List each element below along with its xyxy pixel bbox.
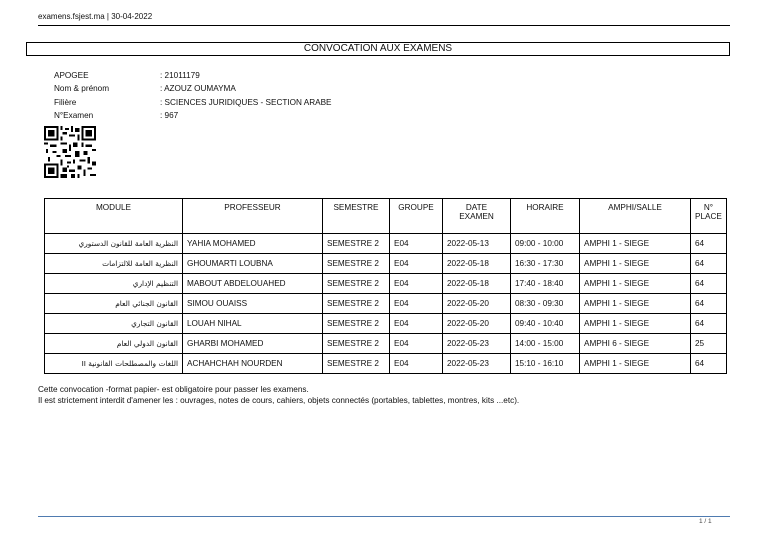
col-header-place-line2: PLACE [695,212,722,221]
cell-semestre: SEMESTRE 2 [323,234,390,254]
cell-amphi: AMPHI 1 - SIEGE [580,234,691,254]
cell-professeur: ACHAHCHAH NOURDEN [183,354,323,374]
col-header-date-line1: DATE [465,203,488,212]
cell-horaire: 14:00 - 15:00 [511,334,580,354]
info-label: N°Examen [54,110,94,120]
info-value: : AZOUZ OUMAYMA [160,84,236,94]
cell-groupe: E04 [390,314,443,334]
cell-place: 64 [691,254,727,274]
cell-date: 2022-05-23 [443,354,511,374]
cell-place: 64 [691,274,727,294]
cell-groupe: E04 [390,274,443,294]
info-row-apogee [54,69,332,82]
cell-semestre: SEMESTRE 2 [323,274,390,294]
cell-groupe: E04 [390,234,443,254]
col-header-groupe: GROUPE [390,199,443,234]
cell-date: 2022-05-13 [443,234,511,254]
table-row [45,334,727,354]
cell-place: 64 [691,314,727,334]
note-line: Il est strictement interdit d'amener les : ouvrages, notes de cours, cahiers, objets connectés (portables, tablettes, montres, kits ...etc). [38,395,520,405]
qr-code-icon [44,126,96,178]
table-row [45,234,727,254]
cell-place: 64 [691,354,727,374]
cell-semestre: SEMESTRE 2 [323,354,390,374]
col-header-place-line1: N° [703,203,714,212]
cell-place: 25 [691,334,727,354]
cell-date: 2022-05-18 [443,254,511,274]
table-row [45,254,727,274]
info-label: Filière [54,97,77,107]
note-line: Cette convocation -format papier- est obligatoire pour passer les examens. [38,385,309,394]
info-value: : 967 [160,110,179,120]
info-label: Nom & prénom [54,84,110,94]
cell-groupe: E04 [390,354,443,374]
cell-horaire: 08:30 - 09:30 [511,294,580,314]
cell-module: النظرية العامة للقانون الدستوري [45,234,183,254]
cell-date: 2022-05-23 [443,334,511,354]
cell-professeur: GHARBI MOHAMED [183,334,323,354]
cell-module: التنظيم الإداري [45,274,183,294]
cell-amphi: AMPHI 1 - SIEGE [580,294,691,314]
header-divider [38,25,730,26]
cell-amphi: AMPHI 1 - SIEGE [580,314,691,334]
col-header-date-line2: EXAMEN [459,212,494,221]
table-row [45,354,727,374]
cell-horaire: 15:10 - 16:10 [511,354,580,374]
cell-place: 64 [691,294,727,314]
cell-horaire: 09:00 - 10:00 [511,234,580,254]
cell-groupe: E04 [390,254,443,274]
cell-amphi: AMPHI 6 - SIEGE [580,334,691,354]
info-row-filiere [54,96,332,109]
cell-module: القانون التجاري [45,314,183,334]
cell-semestre: SEMESTRE 2 [323,254,390,274]
exams-table [44,198,727,374]
cell-date: 2022-05-20 [443,294,511,314]
cell-professeur: GHOUMARTI LOUBNA [183,254,323,274]
info-row-exam-number [54,109,332,122]
info-label: APOGEE [54,71,89,80]
col-header-amphi: AMPHI/SALLE [580,199,691,234]
cell-horaire: 09:40 - 10:40 [511,314,580,334]
cell-amphi: AMPHI 1 - SIEGE [580,354,691,374]
cell-amphi: AMPHI 1 - SIEGE [580,254,691,274]
cell-semestre: SEMESTRE 2 [323,334,390,354]
info-row-name [54,82,332,95]
cell-horaire: 17:40 - 18:40 [511,274,580,294]
cell-professeur: MABOUT ABDELOUAHED [183,274,323,294]
document-title: CONVOCATION AUX EXAMENS [26,42,730,56]
cell-groupe: E04 [390,334,443,354]
cell-professeur: LOUAH NIHAL [183,314,323,334]
table-row [45,294,727,314]
info-value: : SCIENCES JURIDIQUES - SECTION ARABE [160,97,332,107]
cell-semestre: SEMESTRE 2 [323,294,390,314]
cell-amphi: AMPHI 1 - SIEGE [580,274,691,294]
cell-semestre: SEMESTRE 2 [323,314,390,334]
cell-horaire: 16:30 - 17:30 [511,254,580,274]
cell-date: 2022-05-18 [443,274,511,294]
cell-module: القانون الدولي العام [45,334,183,354]
cell-place: 64 [691,234,727,254]
cell-groupe: E04 [390,294,443,314]
col-header-place [691,199,727,234]
instructions-notes [38,385,519,406]
cell-professeur: SIMOU OUAISS [183,294,323,314]
table-row [45,274,727,294]
page-number: 1 / 1 [699,518,712,525]
table-row [45,314,727,334]
col-header-date [443,199,511,234]
cell-professeur: YAHIA MOHAMED [183,234,323,254]
student-info [54,69,332,122]
info-value: : 21011179 [160,71,200,80]
cell-module: النظرية العامة للالتزامات [45,254,183,274]
col-header-semestre: SEMESTRE [323,199,390,234]
col-header-professeur: PROFESSEUR [183,199,323,234]
col-header-module: MODULE [45,199,183,234]
cell-module: القانون الجنائي العام [45,294,183,314]
cell-date: 2022-05-20 [443,314,511,334]
col-header-horaire: HORAIRE [511,199,580,234]
cell-module: اللغات والمصطلحات القانونية II [45,354,183,374]
header-site-date: examens.fsjest.ma | 30-04-2022 [38,12,153,21]
table-header-row [45,199,727,234]
footer-divider [38,516,730,517]
